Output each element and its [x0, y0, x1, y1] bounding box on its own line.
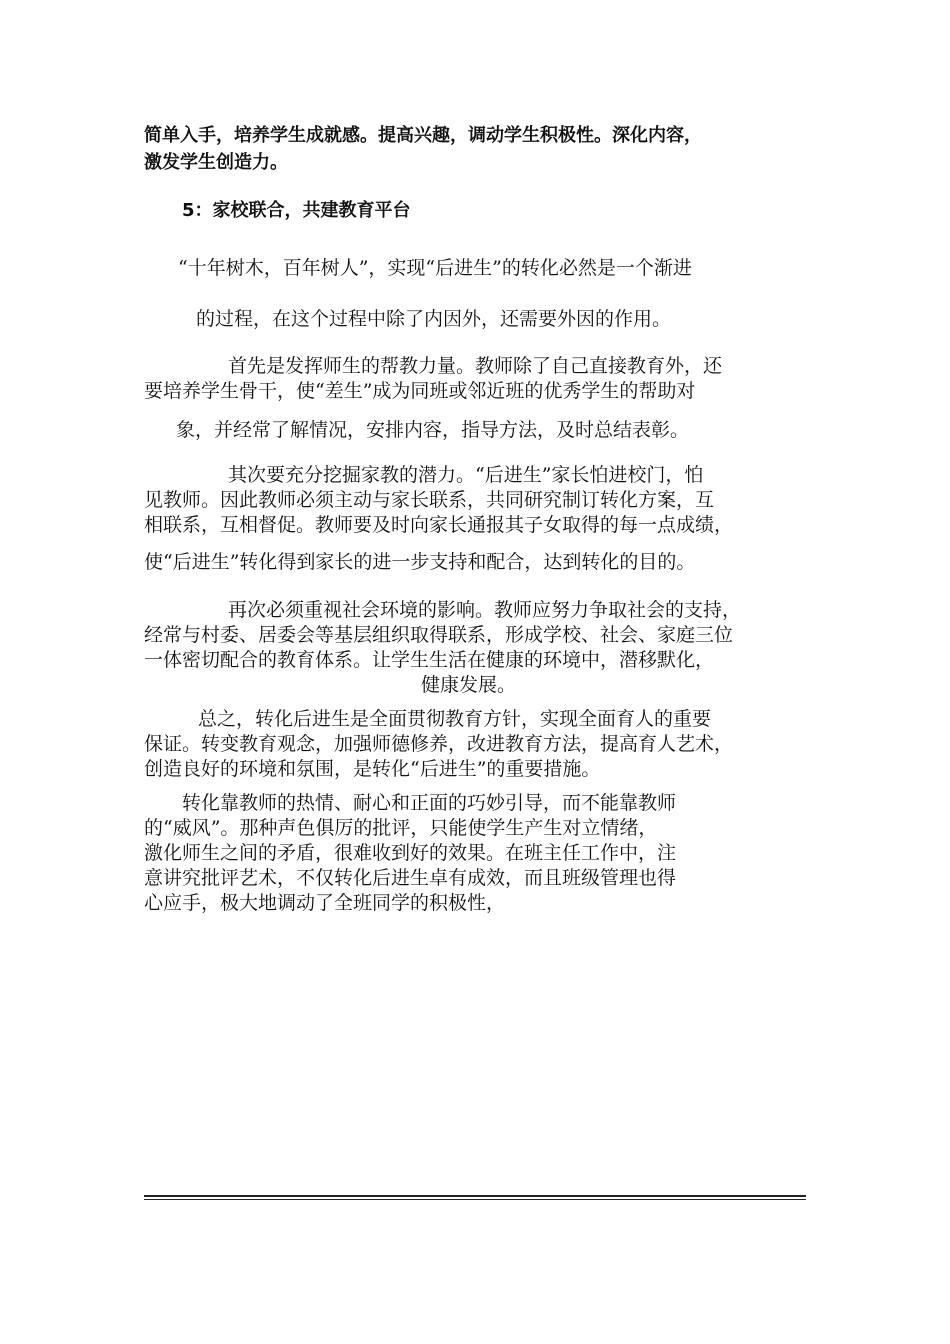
text-line: 激发学生创造力。: [144, 152, 288, 173]
text-line: 转化靠教师的热情、耐心和正面的巧妙引导，而不能靠教师: [182, 792, 677, 814]
text-line: 再次必须重视社会环境的影响。教师应努力争取社会的支持，: [228, 599, 742, 621]
text-line: 创造良好的环境和氛围，是转化“后进生”的重要措施。: [144, 758, 601, 780]
section-heading: 5：家校联合，共建教育平台: [182, 200, 411, 221]
text-line: 象，并经常了解情况，安排内容，指导方法，及时总结表彰。: [176, 419, 690, 441]
text-line: 经常与村委、居委会等基层组织取得联系，形成学校、社会、家庭三位: [144, 624, 734, 646]
text-line: 激化师生之间的矛盾，很难收到好的效果。在班主任工作中，注: [144, 842, 677, 864]
text-line: 意讲究批评艺术，不仅转化后进生卓有成效，而且班级管理也得: [144, 867, 677, 889]
text-line: 健康发展。: [421, 674, 517, 696]
footer-rule: [144, 1195, 806, 1200]
text-line: 见教师。因此教师必须主动与家长联系，共同研究制订转化方案，互: [144, 489, 715, 511]
text-line: 要培养学生骨干，使“差生”成为同班或邻近班的优秀学生的帮助对: [144, 380, 696, 402]
text-line: 心应手，极大地调动了全班同学的积极性，: [144, 892, 506, 914]
text-line: 相联系，互相督促。教师要及时向家长通报其子女取得的每一点成绩，: [144, 514, 734, 536]
text-line: 的过程，在这个过程中除了内因外，还需要外因的作用。: [196, 308, 672, 330]
text-line: 简单入手，培养学生成就感。提高兴趣，调动学生积极性。深化内容，: [144, 125, 702, 146]
text-line: 使“后进生”转化得到家长的进一步支持和配合，达到转化的目的。: [144, 551, 696, 573]
text-line: 其次要充分挖掘家教的潜力。“后进生”家长怕进校门，怕: [228, 464, 704, 486]
text-line: “十年树木，百年树人”，实现“后进生”的转化必然是一个渐进: [178, 257, 692, 279]
text-line: 的“威风”。那种声色俱厉的批评，只能使学生产生对立情绪，: [144, 817, 658, 839]
text-line: 一体密切配合的教育体系。让学生生活在健康的环境中，潜移默化，: [144, 649, 715, 671]
text-line: 总之，转化后进生是全面贯彻教育方针，实现全面育人的重要: [198, 708, 712, 730]
text-line: 首先是发挥师生的帮教力量。教师除了自己直接教育外，还: [228, 355, 723, 377]
text-line: 保证。转变教育观念，加强师德修养，改进教育方法，提高育人艺术，: [144, 733, 734, 755]
